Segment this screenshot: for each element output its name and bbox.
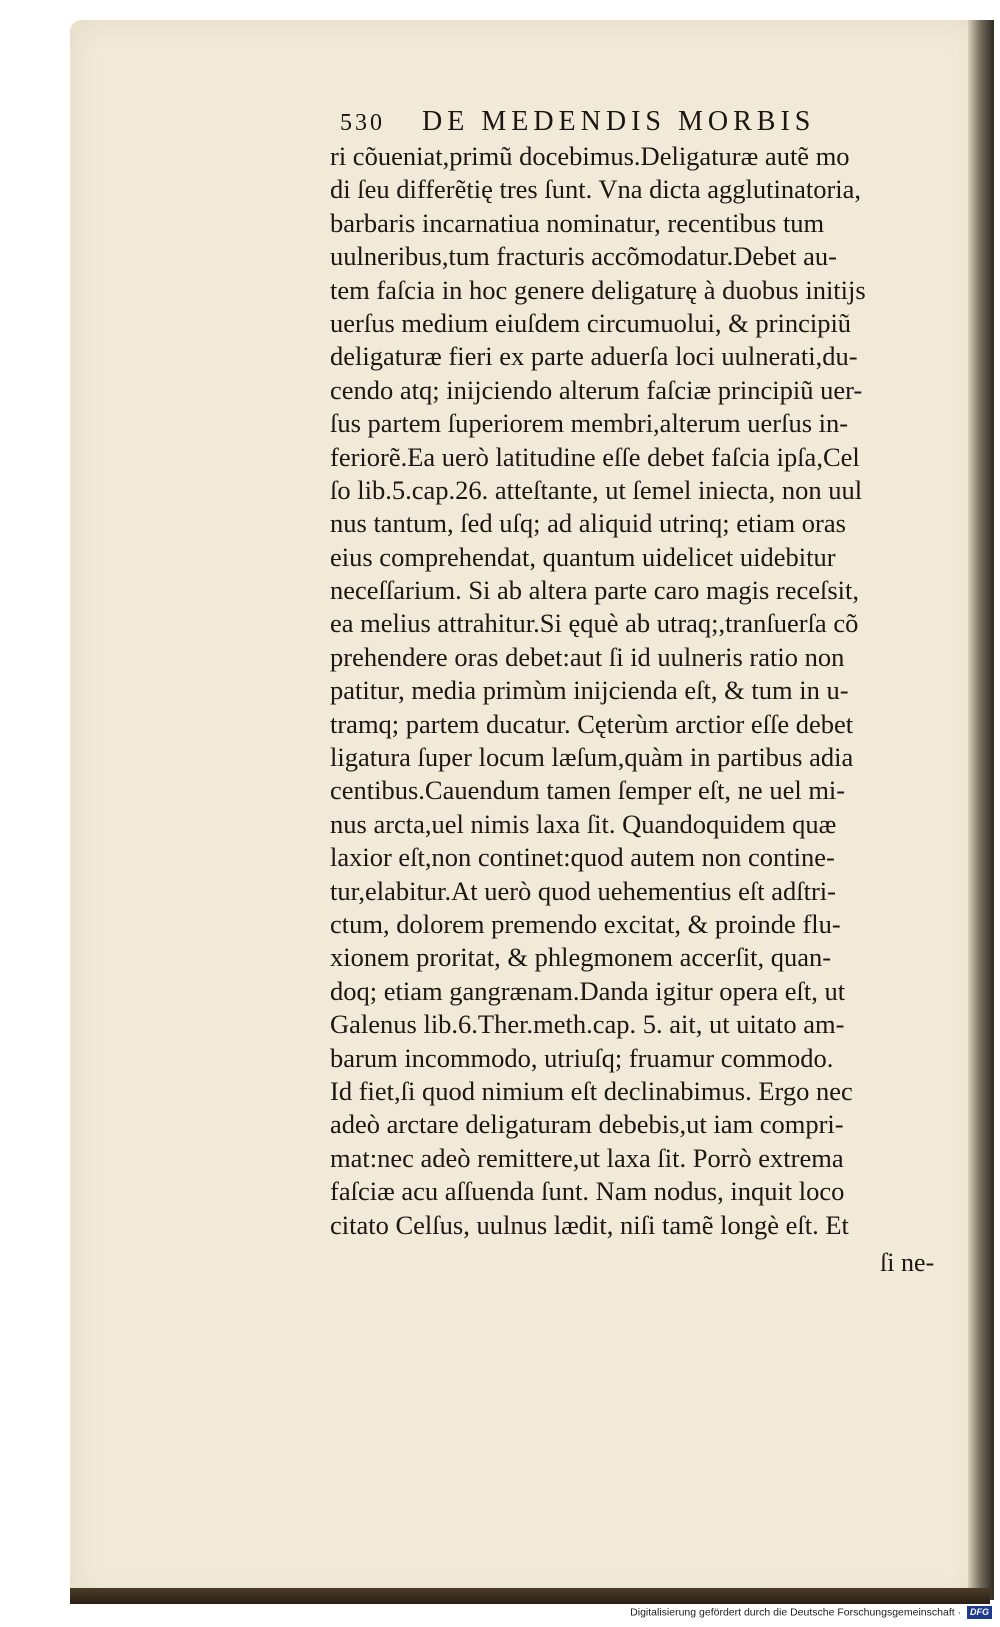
text-line: ſus partem ſuperiorem membri,alterum uerſus in- (330, 408, 849, 439)
text-line: uulneribus,tum fracturis accõmodatur.Debet au- (330, 241, 838, 272)
running-head (340, 106, 960, 138)
catchword: ſi ne- (880, 1248, 935, 1277)
text-line: tem faſcia in hoc genere deligaturę à duobus initijs (330, 274, 866, 305)
text-line: ea melius attrahitur.Si ęquè ab utraq;,tranſuerſa cõ (330, 608, 859, 639)
text-line: prehendere oras debet:aut ſi id uulneris ratio non (330, 641, 845, 672)
text-line: patitur, media primùm inijcienda eſt, & tum in u- (330, 675, 849, 706)
text-line: tramq; partem ducatur. Cęterùm arctior eſſe debet (330, 708, 854, 739)
text-line: nus tantum, ſed uſq; ad aliquid utrinq; etiam oras (330, 508, 846, 539)
text-line: barbaris incarnatiua nominatur, recentibus tum (330, 207, 825, 238)
digitization-credit (600, 1606, 992, 1624)
page-edge (968, 20, 994, 1600)
text-line: feriorẽ.Ea uerò latitudine eſſe debet faſcia ipſa,Cel (330, 441, 860, 472)
text-line: ctum, dolorem premendo excitat, & proinde flu- (330, 908, 841, 939)
text-line: deligaturæ fieri ex parte aduerſa loci uulnerati,du- (330, 341, 858, 372)
dfg-logo: DFG (967, 1606, 992, 1619)
text-line: barum incommodo, utriuſq; fruamur commodo. (330, 1042, 834, 1073)
text-line: tur,elabitur.At uerò quod uehementius eſt adſtri- (330, 875, 836, 906)
text-line: mat:nec adeò remittere,ut laxa ſit. Porrò extrema (330, 1142, 844, 1173)
text-line: xionem proritat, & phlegmonem accerſit, quan- (330, 942, 832, 973)
running-title: DE MEDENDIS MORBIS (422, 106, 816, 137)
text-line: uerſus medium eiuſdem circumuolui, & principiũ (330, 307, 852, 338)
text-line: nus arcta,uel nimis laxa ſit. Quandoquidem quæ (330, 808, 837, 839)
text-line: centibus.Cauendum tamen ſemper eſt, ne uel mi- (330, 775, 846, 806)
text-line: ligatura ſuper locum læſum,quàm in partibus adia (330, 742, 854, 773)
text-line: adeò arctare deligaturam debebis,ut iam compri- (330, 1109, 844, 1140)
page-number: 530 (340, 110, 385, 136)
text-line: faſciæ acu aſſuenda ſunt. Nam nodus, inquit loco (330, 1176, 845, 1207)
text-line: citato Celſus, uulnus lædit, niſi tamẽ longè eſt. Et (330, 1209, 849, 1240)
text-line: Galenus lib.6.Ther.meth.cap. 5. ait, ut uitato am- (330, 1009, 845, 1040)
text-line: ſo lib.5.cap.26. atteſtante, ut ſemel iniecta, non uul (330, 474, 863, 505)
text-block (330, 140, 970, 1242)
text-line: doq; etiam gangrænam.Danda igitur opera eſt, ut (330, 975, 846, 1006)
text-line: cendo atq; inijciendo alterum faſciæ principiũ uer- (330, 374, 863, 405)
page-bottom-edge (70, 1588, 990, 1604)
text-line: eius comprehendat, quantum uidelicet uidebitur (330, 541, 836, 572)
text-line: di ſeu differẽtię tres ſunt. Vna dicta agglutinatoria, (330, 174, 862, 205)
text-line: ri cõueniat,primũ docebimus.Deligaturæ autẽ mo (330, 141, 850, 171)
text-line: neceſſarium. Si ab altera parte caro magis receſsit, (330, 575, 860, 606)
text-line: laxior eſt,non continet:quod autem non contine- (330, 842, 835, 873)
text-line: Id fiet,ſi quod nimium eſt declinabimus. Ergo nec (330, 1075, 853, 1106)
credit-text: Digitalisierung gefördert durch die Deutsche Forschungsgemeinschaft · (630, 1606, 962, 1619)
